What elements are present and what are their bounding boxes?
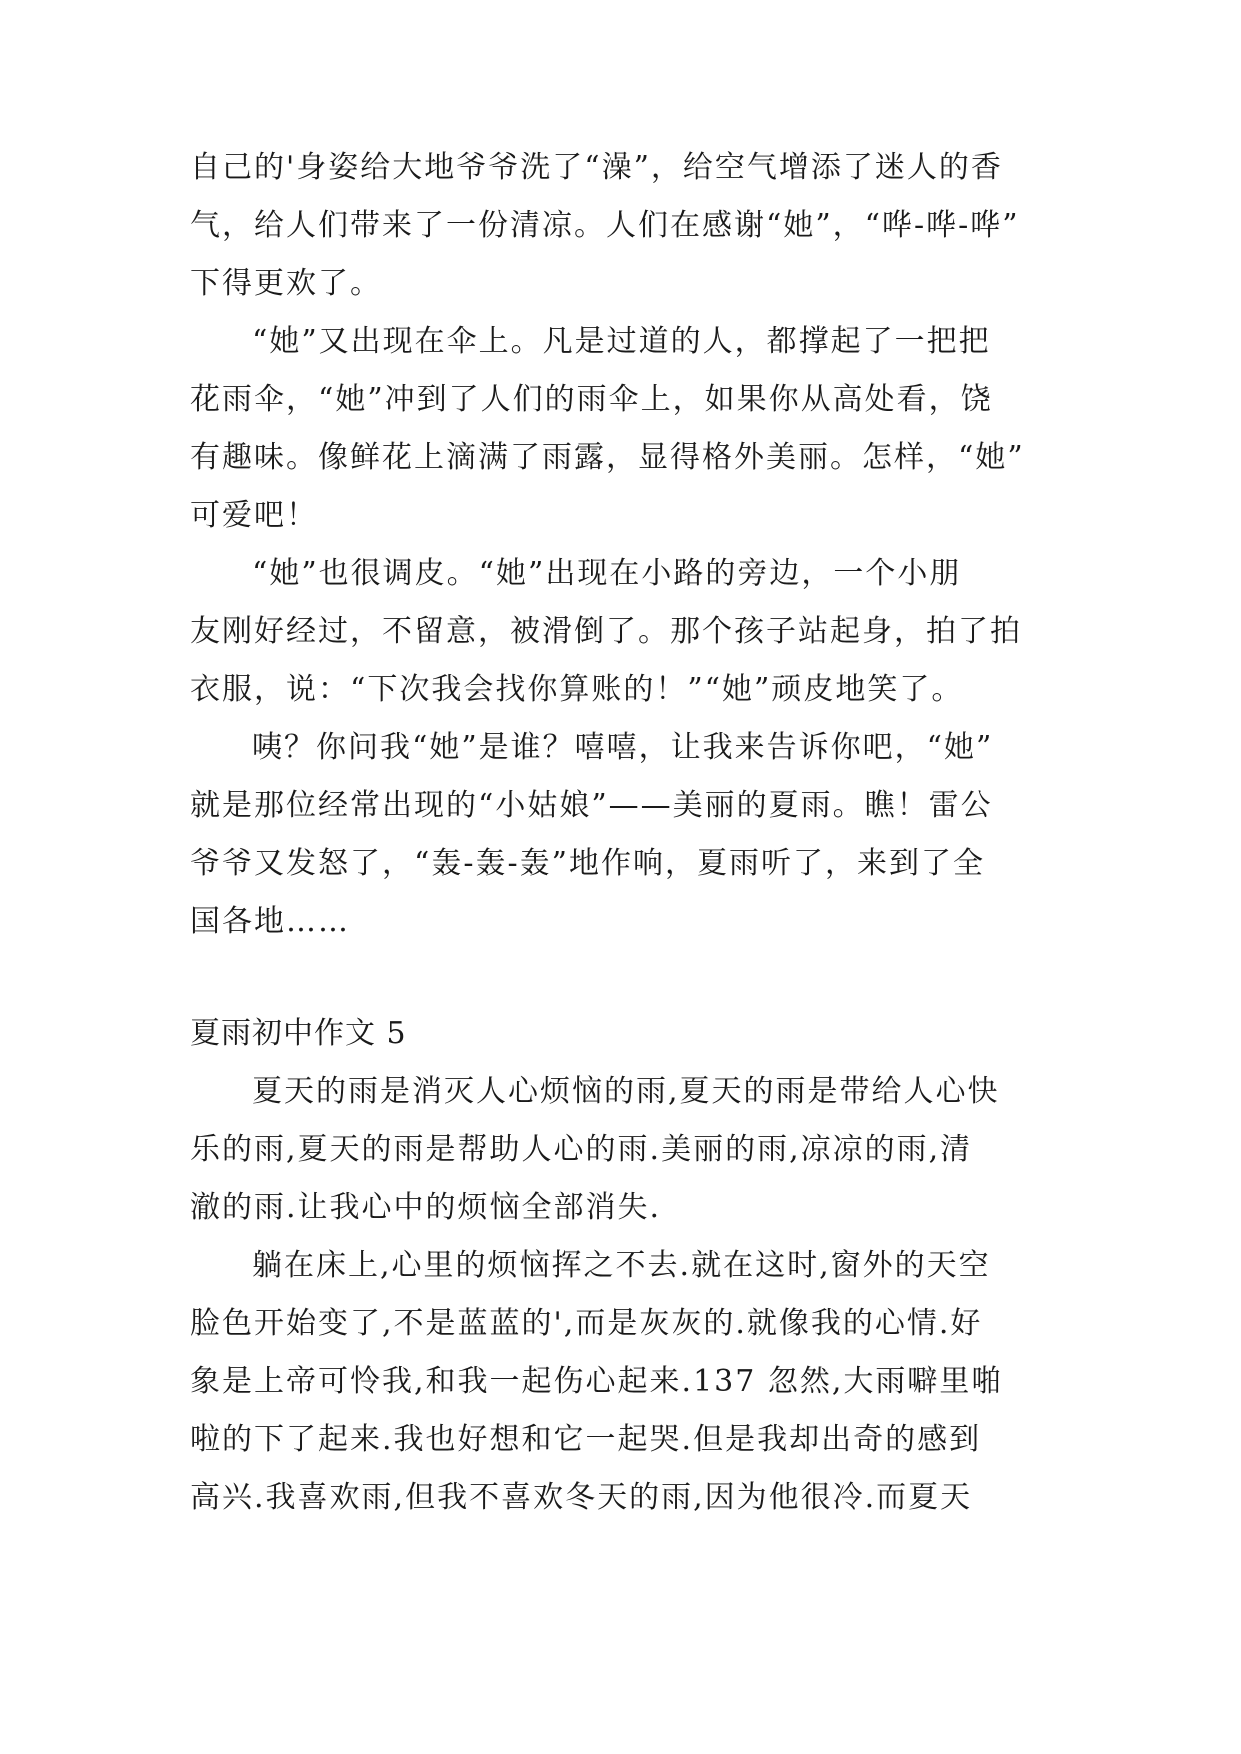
text-line: 爷爷又发怒了，“轰-轰-轰”地作响，夏雨听了，来到了全 — [190, 846, 985, 881]
text-line: 脸色开始变了,不是蓝蓝的',而是灰灰的.就像我的心情.好 — [190, 1306, 983, 1341]
text-line: 自己的'身姿给大地爷爷洗了“澡”，给空气增添了迷人的香 — [190, 150, 1003, 185]
text-line: 高兴.我喜欢雨,但我不喜欢冬天的雨,因为他很冷.而夏天 — [190, 1480, 973, 1515]
section-heading: 夏雨初中作文 5 — [190, 1016, 407, 1051]
text-line: 衣服，说：“下次我会找你算账的！”“她”顽皮地笑了。 — [190, 672, 964, 707]
text-line: 乐的雨,夏天的雨是帮助人心的雨.美丽的雨,凉凉的雨,清 — [190, 1132, 973, 1167]
text-line: 象是上帝可怜我,和我一起伤心起来.137 忽然,大雨噼里啪 — [190, 1364, 1004, 1399]
text-line: 啦的下了起来.我也好想和它一起哭.但是我却出奇的感到 — [190, 1422, 982, 1457]
text-line: 咦？你问我“她”是谁？嘻嘻，让我来告诉你吧，“她” — [252, 730, 994, 765]
text-line: 友刚好经过，不留意，被滑倒了。那个孩子站起身，拍了拍 — [190, 614, 1022, 649]
text-line: 就是那位经常出现的“小姑娘”——美丽的夏雨。瞧！雷公 — [190, 788, 993, 823]
text-line: 国各地…… — [190, 904, 350, 939]
text-line: “她”又出现在伞上。凡是过道的人，都撑起了一把把 — [252, 324, 991, 359]
text-line: 夏天的雨是消灭人心烦恼的雨,夏天的雨是带给人心快 — [252, 1074, 1000, 1109]
text-line: 有趣味。像鲜花上滴满了雨露，显得格外美丽。怎样，“她” — [190, 440, 1025, 475]
text-line: 花雨伞，“她”冲到了人们的雨伞上，如果你从高处看，饶 — [190, 382, 993, 417]
text-line: 躺在床上,心里的烦恼挥之不去.就在这时,窗外的天空 — [252, 1248, 991, 1283]
text-line: 下得更欢了。 — [190, 266, 382, 301]
text-line: 可爱吧！ — [190, 498, 318, 533]
text-line: “她”也很调皮。“她”出现在小路的旁边，一个小朋 — [252, 556, 962, 591]
text-line: 气，给人们带来了一份清凉。人们在感谢“她”，“哗-哗-哗” — [190, 208, 1020, 243]
text-line: 澈的雨.让我心中的烦恼全部消失. — [190, 1190, 662, 1225]
